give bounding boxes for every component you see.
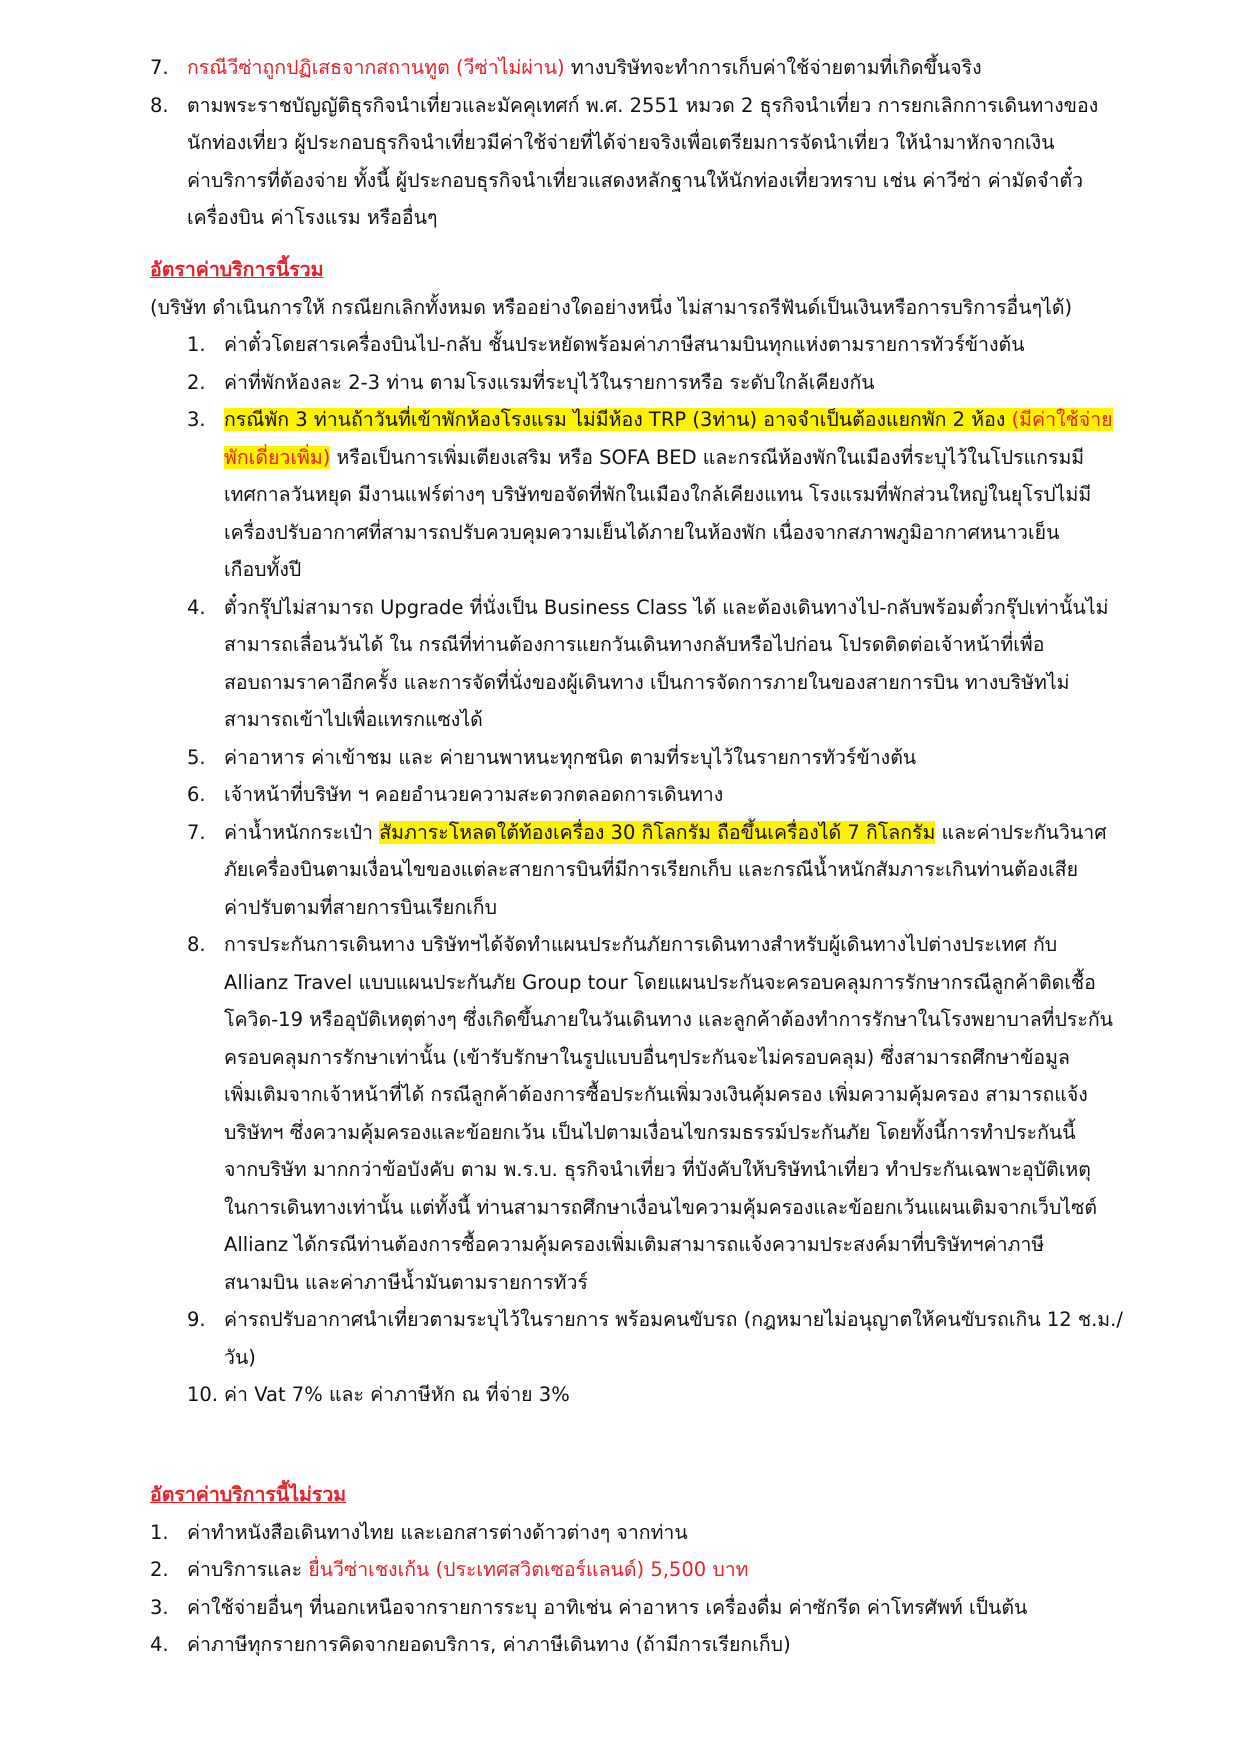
list-item-line — [0, 87, 1240, 125]
list-item-text — [224, 439, 1084, 477]
text-segment: สามารถเข้าไปเพื่อแทรกแซงได้ — [224, 708, 483, 731]
text-segment: ค่าตั๋วโดยสารเครื่องบินไป-กลับ ชั้นประหยัดพร้อมค่าภาษีสนามบินทุกแห่งตามรายการทัวร์ข้างต้น — [224, 333, 1025, 356]
list-item-number: 8. — [187, 933, 206, 956]
list-item-text — [224, 1001, 1113, 1039]
list-item-text — [224, 1226, 1044, 1264]
included-heading: อัตราค่าบริการนี้รวม — [150, 258, 324, 281]
text-segment: ตั๋วกรุ๊ปไม่สามารถ Upgrade ที่นั่งเป็น Business Class ได้ และต้องเดินทางไป-กลับพร้อมตั๋วกรุ๊ปเท่านั้นไม่ — [224, 595, 1109, 619]
list-item-text — [187, 1551, 749, 1589]
text-segment: ค่าใช้จ่ายอื่นๆ ที่นอกเหนือจากรายการระบุ อาทิเช่น ค่าอาหาร เครื่องดื่ม ค่าซักรีด ค่าโทรศัพท์ เป็นต้น — [187, 1595, 1028, 1619]
list-item-number: 1. — [187, 333, 206, 356]
excluded-list — [0, 1514, 1240, 1664]
list-item-text — [187, 1589, 1027, 1627]
highlighted-text: ยื่นวีซ่าเชงเก้น (ประเทศสวิตเซอร์แลนด์) 5,500 บาท — [308, 1558, 749, 1581]
included-note: (บริษัท ดำเนินการให้ กรณียกเลิกทั้งหมด หรืออย่างใดอย่างหนึ่ง ไม่สามารถรีฟันด์เป็นเงินหรือการบริการอื่นๆได้) — [150, 295, 1073, 319]
list-item-line — [0, 1376, 1240, 1414]
list-item-text — [224, 1151, 1091, 1189]
included-note-row — [0, 289, 1240, 327]
list-item-text — [224, 626, 1045, 664]
text-segment: เทศกาลวันหยุด มีงานแฟร์ต่างๆ บริษัทขอจัดที่พักในเมืองใกล้เคียงแทน โรงแรมที่พักส่วนใหญ่ในยุโรปไม่มี — [224, 483, 1092, 506]
list-item-text — [224, 1114, 1076, 1152]
list-item-line — [0, 926, 1240, 964]
excluded-heading-row — [0, 1476, 1240, 1514]
list-item-number: 4. — [150, 1633, 169, 1656]
list-item-text — [224, 889, 497, 927]
list-item-number: 6. — [187, 783, 206, 806]
list-item-line — [0, 364, 1240, 402]
list-item-line — [0, 776, 1240, 814]
text-segment: เจ้าหน้าที่บริษัท ฯ คอยอำนวยความสะดวกตลอดการเดินทาง — [224, 783, 724, 806]
list-item-line — [0, 162, 1240, 200]
list-item-text — [224, 1264, 588, 1302]
list-item-line — [0, 514, 1240, 552]
list-item-line — [0, 326, 1240, 364]
excluded-heading: อัตราค่าบริการนี้ไม่รวม — [150, 1483, 347, 1506]
list-item-number: 7. — [187, 820, 206, 844]
list-item-text — [187, 1626, 791, 1664]
list-item-text — [224, 814, 1107, 852]
excluded-section — [0, 1476, 1240, 1664]
list-item-text — [224, 1076, 1088, 1114]
highlighted-text — [1005, 408, 1011, 431]
highlighted-text: พักเดี่ยวเพิ่ม) — [224, 445, 331, 469]
list-item-line — [0, 1189, 1240, 1227]
list-item-text — [224, 514, 1059, 552]
list-item-text — [224, 1189, 1097, 1227]
list-item-line — [0, 1589, 1240, 1627]
highlighted-text: (มีค่าใช้จ่าย — [1011, 408, 1113, 431]
text-segment: โควิด-19 หรืออุบัติเหตุต่างๆ ซึ่งเกิดขึ้นภายในวันเดินทาง และลูกค้าต้องทำการรักษาในโรงพยาบาลที่ประกัน — [224, 1008, 1113, 1031]
list-item-text — [224, 851, 1078, 889]
list-item-line — [0, 1301, 1240, 1339]
list-item-text — [224, 664, 1070, 702]
text-segment: Allianz Travel แบบแผนประกันภัย Group tour โดยแผนประกันจะครอบคลุมการรักษากรณีลูกค้าติดเชื้อ — [224, 970, 1096, 994]
text-segment: จากบริษัท มากกว่าข้อบังคับ ตาม พ.ร.บ. ธุรกิจนำเที่ยว ที่บังคับให้บริษัทนำเที่ยว ทำประกันเฉพาะอุบัติเหตุ — [224, 1158, 1091, 1181]
list-item-line — [0, 1551, 1240, 1589]
list-item-line — [0, 739, 1240, 777]
text-segment: สอบถามราคาอีกครั้ง และการจัดที่นั่งของผู้เดินทาง เป็นการจัดการภายในของสายการบิน ทางบริษัทไม่ — [224, 670, 1070, 694]
included-section — [0, 251, 1240, 1414]
list-item-text — [187, 199, 437, 237]
list-item-text — [224, 364, 875, 402]
list-item-text — [187, 162, 1083, 200]
text-segment: ค่าทำหนังสือเดินทางไทย และเอกสารต่างด้าวต่างๆ จากท่าน — [187, 1520, 688, 1544]
text-segment: ในการเดินทางเท่านั้น แต่ทั้งนี้ ท่านสามารถศึกษาเงื่อนไขความคุ้มครองและข้อยกเว้นแผนเติมจากเว็บไซต์ — [224, 1195, 1097, 1219]
list-item-number: 7. — [150, 56, 169, 79]
list-item-line — [0, 1264, 1240, 1302]
text-segment: ค่าภาษีทุกรายการคิดจากยอดบริการ, ค่าภาษีเดินทาง (ถ้ามีการเรียกเก็บ) — [187, 1633, 791, 1656]
list-item-line — [0, 124, 1240, 162]
text-segment: ภัยเครื่องบินตามเงื่อนไขของแต่ละสายการบินที่มีการเรียกเก็บ และกรณีน้ำหนักสัมภาระเกินท่านต้องเสีย — [224, 858, 1078, 881]
list-item-line — [0, 701, 1240, 739]
list-item-text — [224, 926, 1057, 964]
list-item-number: 2. — [187, 370, 206, 394]
text-segment: หรือเป็นการเพิ่มเตียงเสริม หรือ SOFA BED และกรณีห้องพักในเมืองที่ระบุไว้ในโปรแกรมมี — [330, 445, 1085, 469]
list-item-text — [187, 124, 1055, 162]
highlighted-text: กรณีพัก 3 ท่านถ้าวันที่เข้าพักห้องโรงแรม ไม่มีห้อง TRP (3ท่าน) อาจจำเป็นต้องแยกพัก 2 ห้อง — [224, 408, 1006, 431]
list-item-line — [0, 964, 1240, 1002]
text-segment: และค่าประกันวินาศ — [935, 820, 1107, 844]
text-segment: ค่าบริการและ — [187, 1558, 309, 1581]
cancellation-terms-list — [0, 49, 1240, 237]
list-item-text — [224, 701, 483, 739]
list-item-line — [0, 199, 1240, 237]
list-item-text — [224, 476, 1091, 514]
list-item-text — [187, 49, 982, 87]
text-segment: บริษัทฯ ซึ่งความคุ้มครองและข้อยกเว้น เป็นไปตามเงื่อนไขกรมธรรม์ประกันภัย โดยทั้งนี้การทำประกันนี้ — [224, 1120, 1076, 1144]
list-item-line — [0, 1001, 1240, 1039]
list-item-number: 1. — [150, 1520, 169, 1544]
list-item-line — [0, 401, 1240, 439]
list-item-text — [224, 551, 301, 589]
list-item-number: 10. — [187, 1383, 219, 1406]
list-item-text — [224, 1376, 570, 1414]
list-item-text — [224, 589, 1108, 627]
list-item-line — [0, 49, 1240, 87]
list-item-line — [0, 1039, 1240, 1077]
list-item-number: 5. — [187, 745, 206, 769]
text-segment: ค่าที่พักห้องละ 2-3 ท่าน ตามโรงแรมที่ระบุไว้ในรายการหรือ ระดับใกล้เคียงกัน — [224, 370, 875, 394]
list-item-text — [187, 1514, 688, 1552]
text-segment: ค่ารถปรับอากาศนำเที่ยวตามระบุไว้ในรายการ พร้อมคนขับรถ (กฎหมายไม่อนุญาตให้คนขับรถเกิน 12 ช.ม./ — [224, 1308, 1123, 1331]
list-item-line — [0, 476, 1240, 514]
list-item-number: 9. — [187, 1308, 206, 1331]
list-item-number: 3. — [187, 408, 206, 431]
list-item-number: 2. — [150, 1558, 169, 1581]
list-item-line — [0, 1514, 1240, 1552]
text-segment: ทางบริษัทจะทำการเก็บค่าใช้จ่ายตามที่เกิดขึ้นจริง — [564, 56, 982, 79]
highlighted-text: กรณีวีซ่าถูกปฏิเสธจากสถานทูต (วีซ่าไม่ผ่าน) — [187, 56, 565, 79]
list-item-text — [224, 739, 916, 777]
list-item-text — [224, 1339, 256, 1377]
text-segment: ค่าบริการที่ต้องจ่าย ทั้งนี้ ผู้ประกอบธุรกิจนำเที่ยวแสดงหลักฐานให้นักท่องเที่ยวทราบ เช่น ค่าวีซ่า ค่ามัดจำตั๋ว — [187, 168, 1084, 192]
text-segment: ครอบคลุมการรักษาเท่านั้น (เข้ารับรักษาในรูปแบบอื่นๆประกันจะไม่ครอบคลุม) ซึ่งสามารถศึกษาข้อมูล — [224, 1045, 1070, 1069]
list-item-line — [0, 1114, 1240, 1152]
list-item-text — [224, 326, 1025, 364]
text-segment: ค่าปรับตามที่สายการบินเรียกเก็บ — [224, 895, 497, 919]
text-segment: วัน) — [224, 1345, 256, 1369]
list-item-line — [0, 1226, 1240, 1264]
text-segment: นักท่องเที่ยว ผู้ประกอบธุรกิจนำเที่ยวมีค่าใช้จ่ายที่ได้จ่ายจริงเพื่อเตรียมการจัดนำเที่ยว ให้นำมาหักจากเงิน — [187, 131, 1055, 154]
list-item-number: 3. — [150, 1595, 169, 1619]
list-item-text — [224, 401, 1113, 439]
included-list — [0, 326, 1240, 1414]
list-item-line — [0, 814, 1240, 852]
text-segment: Allianz ได้กรณีท่านต้องการซื้อความคุ้มครองเพิ่มเติมสามารถแจ้งความประสงค์มาที่บริษัทฯค่าภาษี — [224, 1233, 1045, 1256]
list-item-line — [0, 664, 1240, 702]
text-segment: การประกันการเดินทาง บริษัทฯได้จัดทำแผนประกันภัยการเดินทางสำหรับผู้เดินทางไปต่างประเทศ กับ — [224, 933, 1058, 956]
list-item-text — [224, 964, 1096, 1002]
text-segment: เกือบทั้งปี — [224, 558, 302, 581]
list-item-line — [0, 439, 1240, 477]
text-segment: ค่า Vat 7% และ ค่าภาษีหัก ณ ที่จ่าย 3% — [224, 1383, 570, 1406]
text-segment: ค่าอาหาร ค่าเข้าชม และ ค่ายานพาหนะทุกชนิด ตามที่ระบุไว้ในรายการทัวร์ข้างต้น — [224, 745, 917, 769]
list-item-text — [224, 1301, 1123, 1339]
list-item-line — [0, 1076, 1240, 1114]
list-item-line — [0, 551, 1240, 589]
list-item-line — [0, 1626, 1240, 1664]
list-item-number: 8. — [150, 93, 169, 117]
text-segment: ตามพระราชบัญญัติธุรกิจนำเที่ยวและมัคคุเทศก์ พ.ศ. 2551 หมวด 2 ธุรกิจนำเที่ยว การยกเลิกการเดินทางของ — [187, 93, 1099, 117]
included-heading-row — [0, 251, 1240, 289]
text-segment: เพิ่มเติมจากเจ้าหน้าที่ได้ กรณีลูกค้าต้องการซื้อประกันเพิ่มวงเงินคุ้มครอง เพิ่มความคุ้มครอง สามารถแจ้ง — [224, 1083, 1088, 1106]
list-item-line — [0, 589, 1240, 627]
text-segment: ค่าน้ำหนักกระเป๋า — [224, 820, 380, 844]
list-item-number: 4. — [187, 595, 206, 619]
list-item-text — [224, 776, 723, 814]
list-item-line — [0, 1339, 1240, 1377]
text-segment: สนามบิน และค่าภาษีน้ำมันตามรายการทัวร์ — [224, 1270, 588, 1294]
text-segment: สามารถเลื่อนวันได้ ใน กรณีที่ท่านต้องการแยกวันเดินทางกลับหรือไปก่อน โปรดติดต่อเจ้าหน้าที่เพื่อ — [224, 633, 1045, 656]
text-segment: เครื่องบิน ค่าโรงแรม หรืออื่นๆ — [187, 206, 438, 229]
list-item-line — [0, 626, 1240, 664]
list-item-line — [0, 1151, 1240, 1189]
list-item-line — [0, 889, 1240, 927]
list-item-line — [0, 851, 1240, 889]
text-segment: เครื่องปรับอากาศที่สามารถปรับควบคุมความเย็นได้ภายในห้องพัก เนื่องจากสภาพภูมิอากาศหนาวเย็น — [224, 520, 1060, 544]
list-item-text — [224, 1039, 1070, 1077]
highlighted-text: สัมภาระโหลดใต้ท้องเครื่อง 30 กิโลกรัม ถือขึ้นเครื่องได้ 7 กิโลกรัม — [379, 820, 936, 844]
list-item-text — [187, 87, 1098, 125]
